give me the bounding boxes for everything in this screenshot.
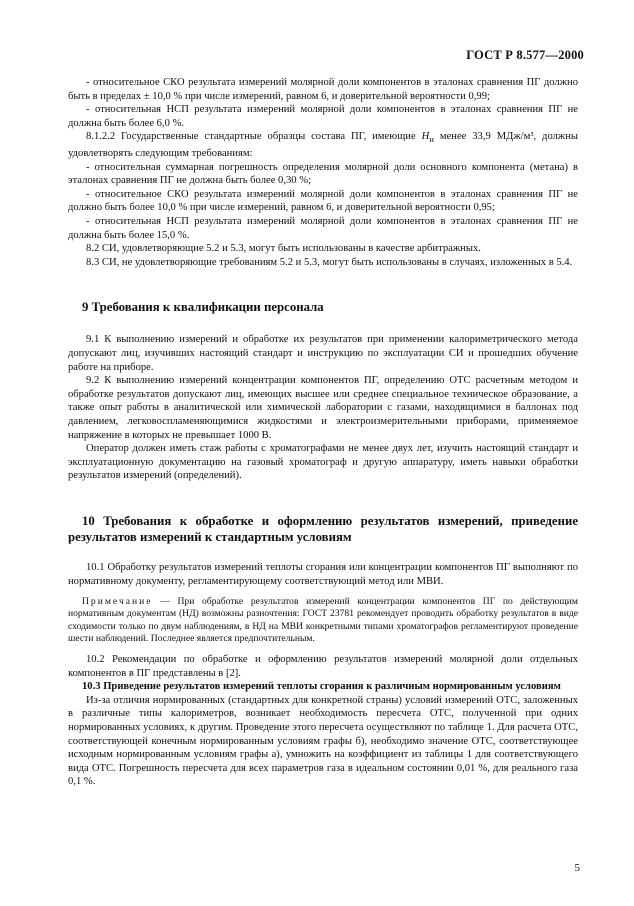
paragraph: 9.1 К выполнению измерений и обработке их результатов при применении калориметрического метода допускают лиц, изучивших настоящий стандарт и инструкцию по эксплуатации СИ и прошедших обучение работе на приборе. [68,334,578,373]
paragraph: 8.2 СИ, удовлетворяющие 5.2 и 5.3, могут быть использованы в качестве арбитражных. [86,243,481,255]
paragraph: Оператор должен иметь стаж работы с хроматографами не менее двух лет, изучить настоящий стандарт и эксплуатационную документацию на газовый хроматограф и другую аппаратуру, иметь навыки обработки результатов измерений (определений). [68,443,578,482]
paragraph: - относительная НСП результата измерений молярной доли компонентов в эталонах сравнения ПГ не должна быть более 6,0 %. [68,104,578,129]
paragraph: 8.1.2.2 Государственные стандартные образцы состава ПГ, имеющие $H_н$ менее 33,9 МДж/м³, должны удовлетворять следующим требованиям: [68,131,578,160]
paragraph: Из-за отличия нормированных (стандартных для конкретной страны) условий измерений ОТС, заложенных в различные типы калориметров, возникает необходимость пересчета ОТС, полученной при одних нормированных условиях, к другим. Проведение этого пересчета осуществляют по таблице 1. Для расчета ОТС, соответствующей конечным нормированным условиям графы б), необходимо значение ОТС, соответствующее исходным нормированным условиям графы а), умножить на коэффициент из таблицы 1 для соответствующего вида ОТС. Погрешность пересчета для всех параметров газа в идеальном состоянии 0,01 %, для реального газа 0,1 %. [68,694,578,788]
paragraph: - относительная суммарная погрешность определения молярной доли основного компонента (метана) в эталонах сравнения ПГ не должна быть более 0,30 %; [68,161,578,187]
subsection-10-3-heading: 10.3 Приведение результатов измерений теплоты сгорания к различным нормированным условиям [82,681,561,693]
section-9-heading: 9 Требования к квалификации персонала [82,300,324,315]
paragraph: - относительное СКО результата измерений молярной доли компонентов в эталонах сравнения ПГ должно быть в пределах ± 10,0 % при числе измерений, равном 6, и доверительной вероятности 0,99; [68,77,578,102]
paragraph: - относительная НСП результата измерений молярной доли компонентов в эталонах сравнения ПГ не должна быть более 15,0 %. [68,216,578,241]
note-text: — При обработке результатов измерений концентрации компонентов ПГ по действующим нормативным документам (НД) возможны разночтения: ГОСТ 23781 рекомендует проводить обработку результатов в виде сходимости только по двум наблюдениям, в НД на МВИ конкретными типами хроматографов регламентируют проведение шести наблюдений. Последнее является предпочтительным. [68,596,578,644]
paragraph: 9.2 К выполнению измерений концентрации компонентов ПГ, определению ОТС расчетным методом и обработке результатов допускают лиц, имеющих высшее или среднее специальное техническое образование, а также опыт работы в аналитической или химической лаборатории с газами, находящимися в баллонах под давлением, легковоспламеняющимися жидкостями и электроизмерительными приборами, применяемое напряжение в которых не превышает 1000 В. [68,375,578,441]
page-number: 5 [574,862,580,874]
document-header: ГОСТ Р 8.577—2000 [466,48,584,62]
page-content [68,76,578,789]
paragraph: 10.2 Рекомендации по обработке и оформлению результатов измерений молярной доли отдельных компонентов в ПГ представлены в [2]. [68,653,578,679]
paragraph: 8.3 СИ, не удовлетворяющие требованиям 5.2 и 5.3, могут быть использованы в случаях, изложенных в 5.4. [86,256,573,268]
note-label: Примечание [82,596,153,608]
section-10-heading: 10 Требования к обработке и оформлению результатов измерений, приведение результатов измерений к стандартным условиям [68,513,578,544]
paragraph: 10.1 Обработку результатов измерений теплоты сгорания или концентрации компонентов ПГ выполняют по нормативному документу, регламентирующему соответствующий метод или МВИ. [68,561,578,587]
paragraph: - относительное СКО результата измерений молярной доли компонентов в эталонах сравнения ПГ не должно быть более 10,0 % при числе измерений, равном 6, и доверительной вероятности 0,95; [68,188,578,214]
note [68,596,578,645]
